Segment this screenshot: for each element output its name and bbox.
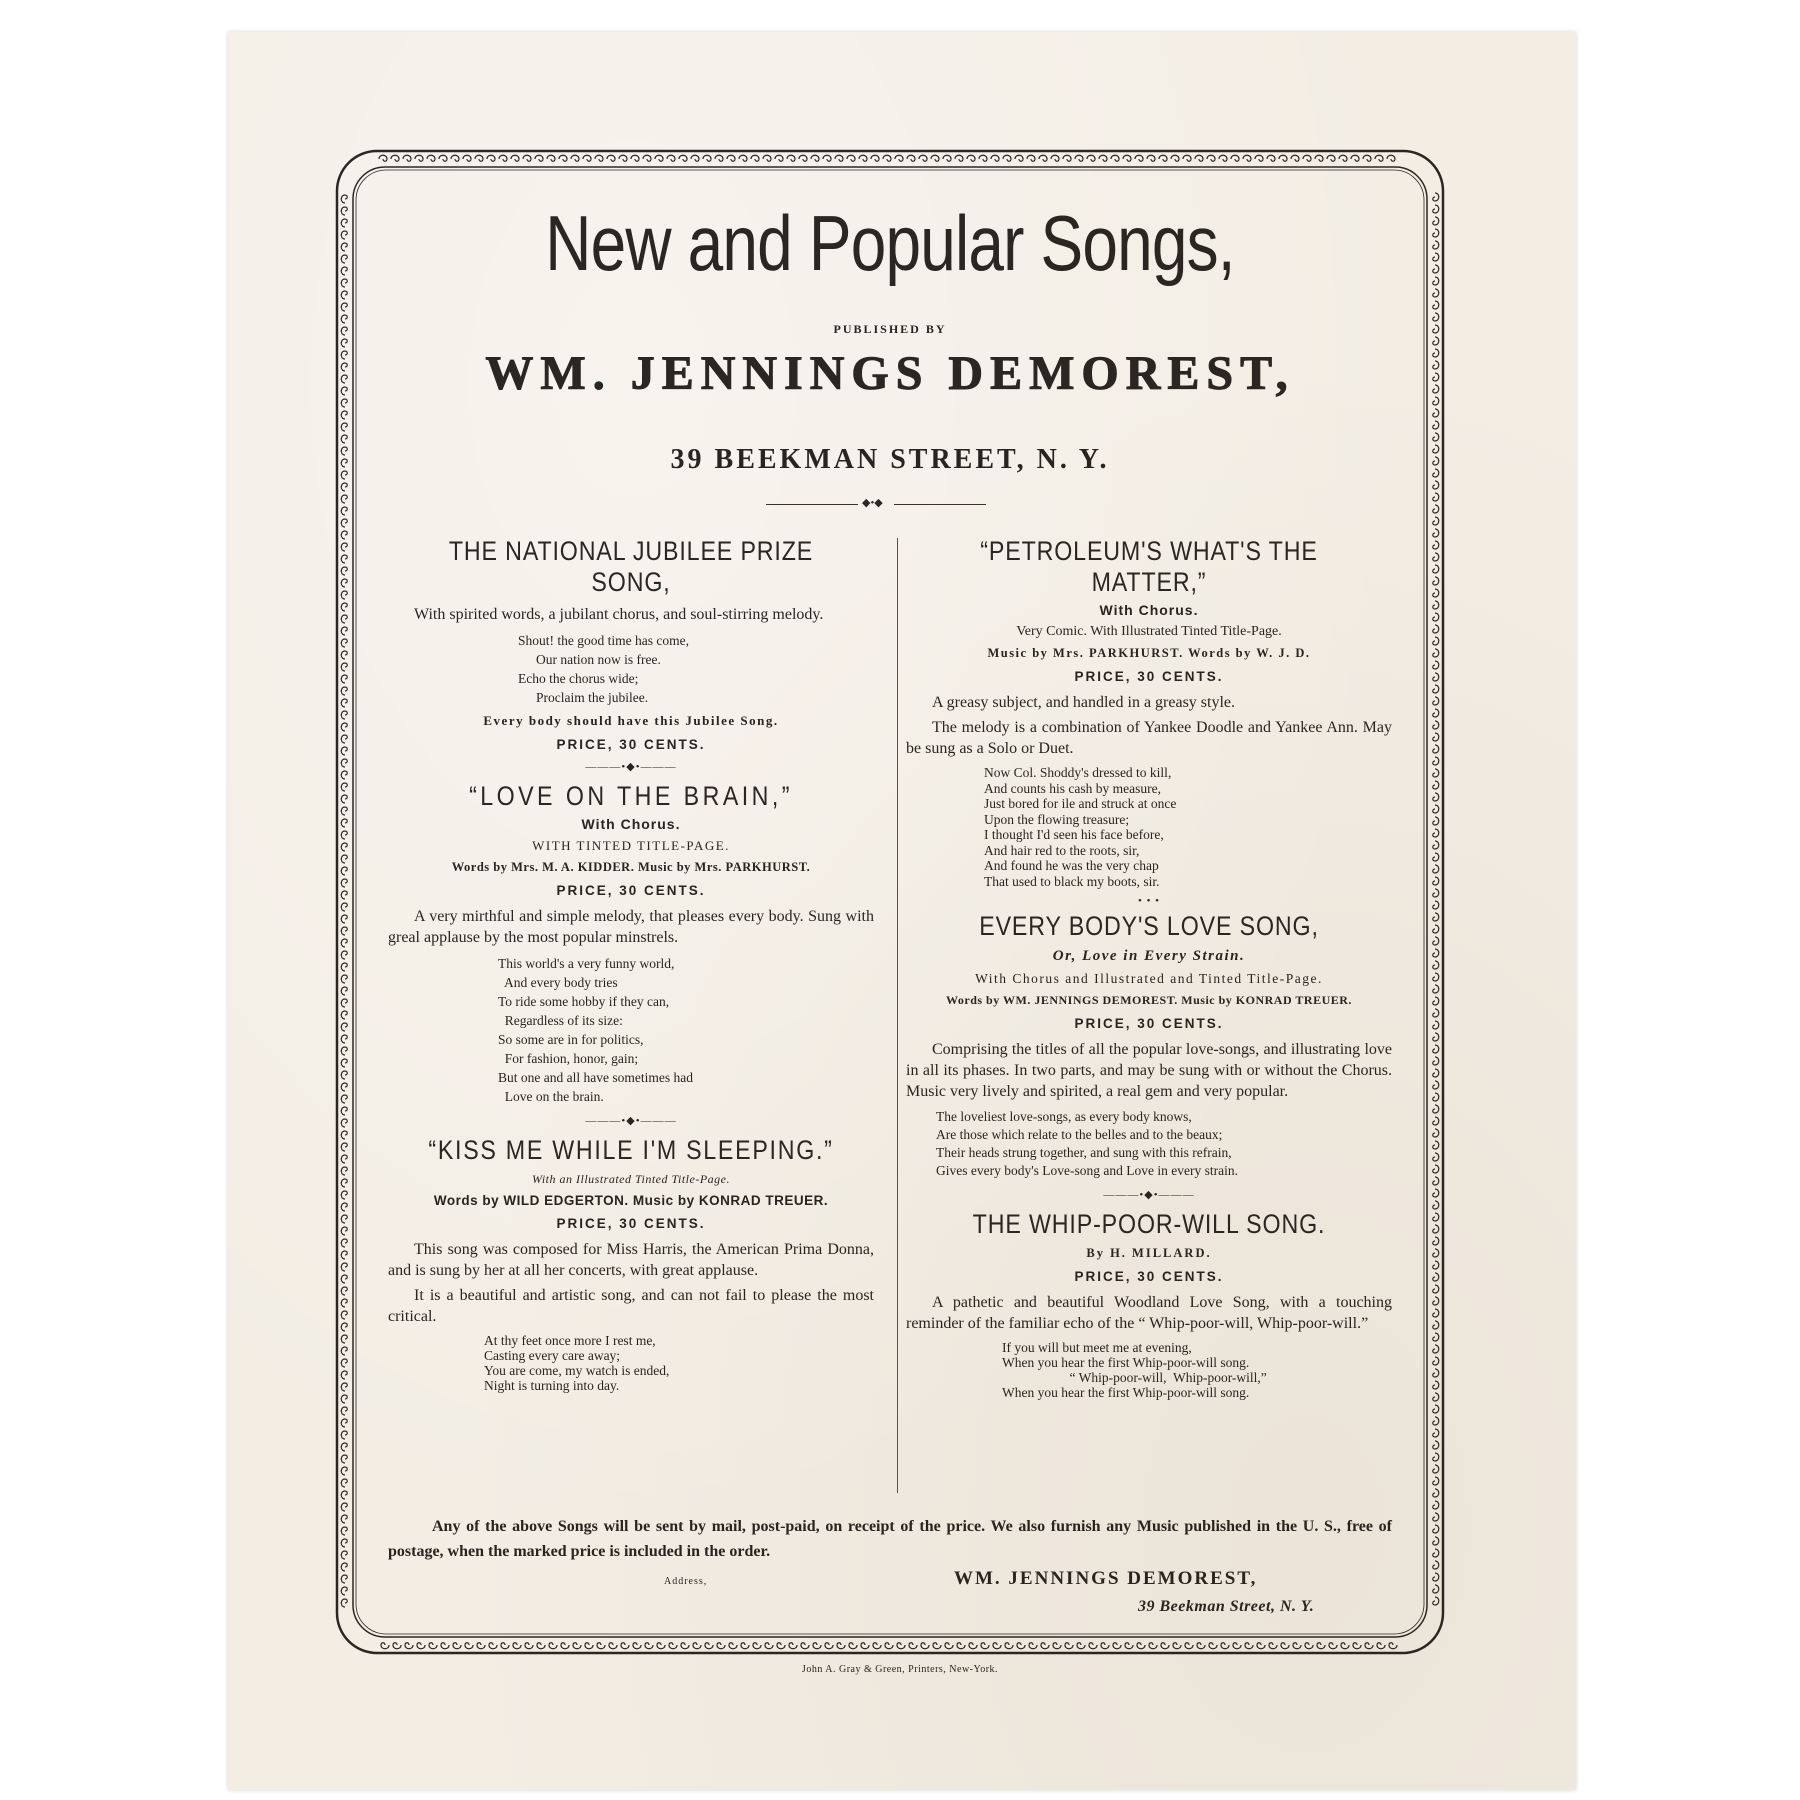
song-subtitle: Or, Love in Every Strain.	[1052, 948, 1246, 964]
song-verse	[518, 631, 874, 707]
verse-line: Just bored for ile and struck at once	[984, 796, 1177, 811]
verse-line: To ride some hobby if they can,	[498, 994, 670, 1009]
verse-line: You are come, my watch is ended,	[484, 1363, 670, 1378]
verse-line: Upon the flowing treasure;	[984, 811, 1130, 827]
page-title: New and Popular Songs,	[545, 199, 1235, 287]
verse-line: At thy feet once more I rest me,	[484, 1333, 656, 1348]
song-verse	[484, 1333, 874, 1393]
verse-line: Night is turning into day.	[484, 1378, 620, 1393]
verse-line: If you will but meet me at evening,	[1002, 1340, 1192, 1355]
verse-line: And counts his cash by measure,	[984, 780, 1161, 796]
verse-line: Shout! the good time has come,	[518, 633, 689, 648]
header-rule-right	[894, 504, 986, 505]
song-credits: Words by WM. JENNINGS DEMOREST. Music by KONRAD TREUER.	[946, 993, 1352, 1007]
song-note: Every body should have this Jubilee Song.	[483, 713, 779, 728]
song-price: PRICE, 30 CENTS.	[1074, 1016, 1224, 1031]
verse-line: I thought I'd seen his face before,	[984, 827, 1164, 842]
song-kiss-me-while-sleeping	[388, 1135, 874, 1393]
verse-line: Gives every body's Love-song and Love in every strain.	[936, 1163, 1238, 1178]
verse-line: Our nation now is free.	[536, 652, 661, 667]
song-price: PRICE, 30 CENTS.	[556, 883, 706, 898]
song-price: PRICE, 30 CENTS.	[556, 1216, 706, 1231]
song-title: “PETROLEUM'S WHAT'S THE MATTER,”	[980, 536, 1318, 597]
verse-line: Casting every care away;	[484, 1348, 621, 1363]
song-credits: Words by Mrs. M. A. KIDDER. Music by Mrs. PARKHURST.	[451, 860, 811, 874]
song-national-jubilee	[388, 536, 874, 752]
song-price: PRICE, 30 CENTS.	[556, 737, 706, 752]
song-verse	[1002, 1340, 1392, 1400]
song-love-on-the-brain	[388, 781, 874, 1106]
verse-line: Echo the chorus wide;	[518, 671, 639, 686]
song-every-bodys-love-song	[906, 911, 1392, 1180]
song-title: THE NATIONAL JUBILEE PRIZE SONG,	[448, 536, 814, 597]
section-ornament: ———•◆•———	[585, 761, 677, 773]
song-subtitle: With an Illustrated Tinted Title-Page.	[532, 1172, 730, 1186]
verse-line: So some are in for politics,	[498, 1032, 644, 1047]
song-price: PRICE, 30 CENTS.	[1074, 1269, 1224, 1284]
verse-line: “ Whip-poor-will, Whip-poor-will,”	[1002, 1370, 1267, 1385]
header-rule-left	[766, 504, 858, 505]
song-title: EVERY BODY'S LOVE SONG,	[979, 911, 1319, 941]
signature-name: WM. JENNINGS DEMOREST,	[954, 1568, 1258, 1589]
song-petroleum	[906, 536, 1392, 889]
song-verse	[936, 1108, 1392, 1180]
verse-line: When you hear the first Whip-poor-will song.	[1002, 1385, 1250, 1400]
left-column	[388, 536, 874, 1399]
mail-order-notice: Any of the above Songs will be sent by mail, post-paid, on receipt of the price. We also furnish any Music published in the U. S., free of postage, when the marked price is included in the order.	[388, 1518, 1392, 1560]
song-title: THE WHIP-POOR-WILL SONG.	[972, 1209, 1326, 1239]
verse-line: When you hear the first Whip-poor-will song.	[1002, 1355, 1250, 1370]
publisher-name: WM. JENNINGS DEMOREST,	[485, 347, 1295, 400]
verse-line: But one and all have sometimes had	[498, 1070, 693, 1085]
section-ornament: ———•◆•———	[1103, 1189, 1195, 1201]
song-tinted-note: With Chorus and Illustrated and Tinted Title-Page.	[975, 971, 1323, 986]
verse-line: Now Col. Shoddy's dressed to kill,	[984, 765, 1172, 780]
document-content	[334, 148, 1446, 1656]
song-comic-note: Very Comic. With Illustrated Tinted Title-Page.	[1016, 624, 1282, 639]
address-label: Address,	[664, 1576, 708, 1587]
header-ornament: ◆•◆	[862, 497, 883, 509]
song-description-2: The melody is a combination of Yankee Doodle and Yankee Ann. May be sung as a Solo or Duet.	[906, 719, 1392, 757]
song-description-2: It is a beautiful and artistic song, and can not fail to please the most critical.	[388, 1287, 874, 1325]
song-credits: Music by Mrs. PARKHURST. Words by W. J. D.	[987, 646, 1311, 660]
song-subtitle: With Chorus.	[581, 816, 681, 832]
song-verse	[984, 765, 1392, 889]
verse-line: That used to black my boots, sir.	[984, 873, 1160, 889]
verse-line: This world's a very funny world,	[498, 956, 675, 971]
song-description: A pathetic and beautiful Woodland Love Song, with a touching reminder of the familiar echo of the “ Whip-poor-will, Whip-poor-will.”	[906, 1294, 1392, 1332]
column-divider	[897, 538, 898, 1493]
section-ornament: • • •	[1137, 895, 1161, 907]
song-subtitle: With Chorus.	[1099, 602, 1199, 618]
publisher-address: 39 BEEKMAN STREET, N. Y.	[670, 444, 1110, 475]
song-price: PRICE, 30 CENTS.	[1074, 669, 1224, 684]
song-title: “LOVE ON THE BRAIN,”	[469, 781, 793, 811]
published-by-label: PUBLISHED BY	[833, 322, 947, 336]
verse-line: Are those which relate to the belles and to the beaux;	[936, 1127, 1223, 1142]
section-ornament: ———•◆•———	[585, 1115, 677, 1127]
verse-line: And hair red to the roots, sir,	[984, 842, 1140, 858]
verse-line: And found he was the very chap	[984, 858, 1159, 873]
verse-line: Regardless of its size:	[498, 1013, 623, 1028]
verse-line: For fashion, honor, gain;	[498, 1051, 639, 1066]
song-title: “KISS ME WHILE I'M SLEEPING.”	[428, 1135, 834, 1165]
song-description: Comprising the titles of all the popular love-songs, and illustrating love in all its phases. In two parts, and may be sung with or without the Chorus. Music very lively and spirited, a real gem and very popular.	[906, 1041, 1392, 1100]
song-description: With spirited words, a jubilant chorus, and soul-stirring melody.	[414, 606, 824, 623]
right-column	[906, 536, 1392, 1406]
song-credits: By H. MILLARD.	[1086, 1246, 1212, 1260]
song-verse	[498, 954, 874, 1106]
song-description: This song was composed for Miss Harris, the American Prima Donna, and is sung by her at all her concerts, with great applause.	[388, 1241, 874, 1279]
song-tinted-note: WITH TINTED TITLE-PAGE.	[532, 838, 730, 853]
verse-line: Love on the brain.	[498, 1089, 604, 1104]
song-description: A greasy subject, and handled in a greasy style.	[932, 694, 1236, 711]
verse-line: Their heads strung together, and sung with this refrain,	[936, 1145, 1232, 1160]
verse-line: And every body tries	[498, 975, 618, 990]
signature-address: 39 Beekman Street, N. Y.	[1138, 1598, 1315, 1615]
verse-line: The loveliest love-songs, as every body knows,	[936, 1109, 1192, 1124]
song-credits: Words by WILD EDGERTON. Music by KONRAD TREUER.	[433, 1193, 829, 1208]
verse-line: Proclaim the jubilee.	[536, 690, 649, 705]
printer-credit: John A. Gray & Green, Printers, New-York.	[801, 1664, 999, 1675]
song-whip-poor-will	[906, 1209, 1392, 1400]
song-description: A very mirthful and simple melody, that pleases every body. Sung with greal applause by the most popular minstrels.	[388, 908, 874, 946]
